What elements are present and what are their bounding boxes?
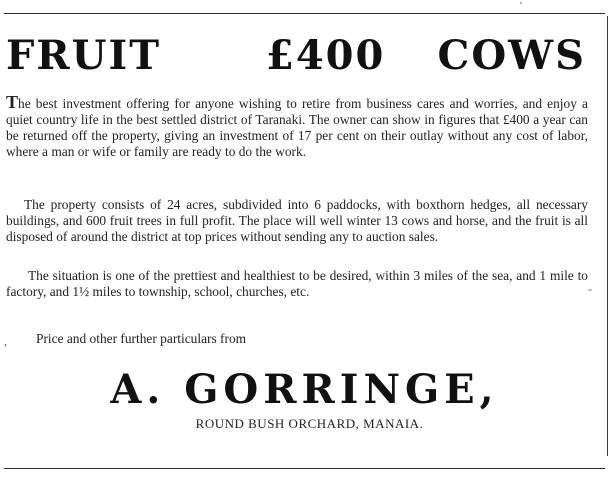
paragraph-investment-text: he best investment offering for anyone wishing to retire from business cares and worries, and enjoy a quiet country life in the best settled district of Taranaki. The owner can show in figures that £400 a year can be returned off the property, giving an investment of 17 per cent on their outlay without any cost of labor, where a man or wife or family are ready to do the work. (6, 96, 588, 159)
headline-price: £400 (266, 32, 386, 79)
headline-cows: COWS (437, 32, 586, 79)
paragraph-dropcap: T (6, 92, 19, 112)
top-border-rule (4, 13, 605, 14)
headline-fruit: FRUIT (6, 32, 161, 79)
advertiser-address: ROUND BUSH ORCHARD, MANAIA. (195, 416, 424, 431)
paragraph-situation: The situation is one of the prettiest and healthiest to be desired, within 3 miles of the sea, and 1 mile to factory, and 1½ miles to township, school, churches, etc. (6, 268, 588, 299)
paragraph-price-particulars: Price and other further particulars from (36, 331, 247, 346)
paragraph-property: The property consists of 24 acres, subdivided into 6 paddocks, with boxthorn hedges, all necessary buildings, and 600 fruit trees in full profit. The place will well winter 13 cows and horse, and the fruit is all disposed of around the district at top prices without sending any to auction sales. (6, 197, 588, 244)
print-mark: , (4, 334, 7, 348)
advertiser-name: A. GORRINGE, (110, 366, 499, 413)
print-mark: ' (520, 0, 522, 12)
print-mark: - (588, 282, 592, 296)
headline (6, 30, 586, 82)
paragraph-investment (6, 94, 588, 160)
bottom-border-rule (4, 468, 605, 469)
